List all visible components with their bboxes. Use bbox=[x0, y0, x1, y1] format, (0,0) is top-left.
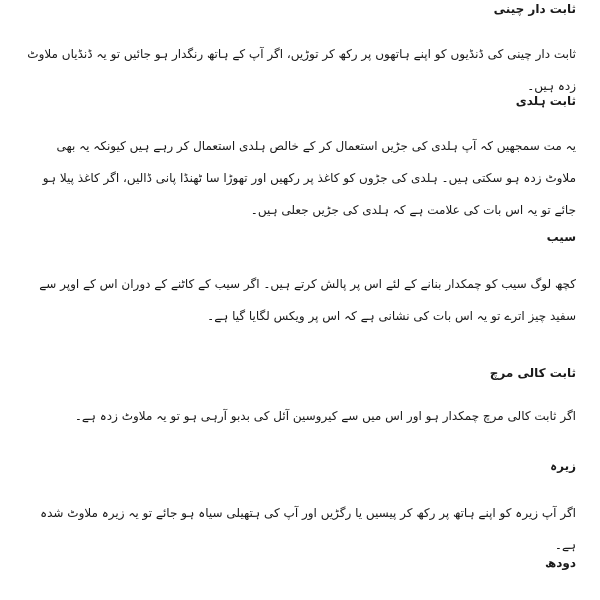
section-paragraph: اگر ثابت کالی مرچ چمکدار ہو اور اس میں سے کیروسین آئل کی بدبو آرہی ہو تو یہ ملاوٹ زدہ ہے۔ bbox=[74, 409, 576, 423]
section-heading: ثابت دار چینی bbox=[493, 2, 576, 16]
section-heading: ثابت ہلدی bbox=[515, 94, 576, 108]
section-heading: ثابت کالی مرچ bbox=[489, 366, 576, 380]
section-heading: دودھ bbox=[544, 556, 576, 570]
section-paragraph: اگر آپ زیرہ کو اپنے ہاتھ پر رکھ کر پیسیں یا رگڑیں اور آپ کی ہتھیلی سیاہ ہو جائے تو یہ زیرہ ملاوٹ شدہ ہے۔ bbox=[40, 506, 576, 552]
section-heading: سیب bbox=[546, 230, 576, 244]
section-paragraph: کچھ لوگ سیب کو چمکدار بنانے کے لئے اس پر پالش کرتے ہیں۔ اگر سیب کے کاٹنے کے دوران اس کے اوپر سے سفید چیز اترے تو یہ اس بات کی نشانی ہے کہ اس پر ویکس لگایا گیا ہے۔ bbox=[39, 277, 576, 323]
section-heading: زیرہ bbox=[550, 459, 576, 473]
section-paragraph: یہ مت سمجھیں کہ آپ ہلدی کی جڑیں استعمال کر کے خالص ہلدی استعمال کر رہے ہیں کیونکہ یہ بھی ملاوٹ زدہ ہو سکتی ہیں۔ ہلدی کی جڑوں کو کاغذ پر رکھیں اور تھوڑا سا ٹھنڈا پانی ڈالیں، اگر کاغذ پیلا ہو جائے تو یہ اس بات کی علامت ہے کہ ہلدی کی جڑیں جعلی ہیں۔ bbox=[42, 139, 576, 217]
section-paragraph: ثابت دار چینی کی ڈنڈیوں کو اپنے ہاتھوں پر رکھ کر توڑیں، اگر آپ کے ہاتھ رنگدار ہو جائیں تو یہ ڈنڈیاں ملاوٹ زدہ ہیں۔ bbox=[27, 47, 576, 93]
